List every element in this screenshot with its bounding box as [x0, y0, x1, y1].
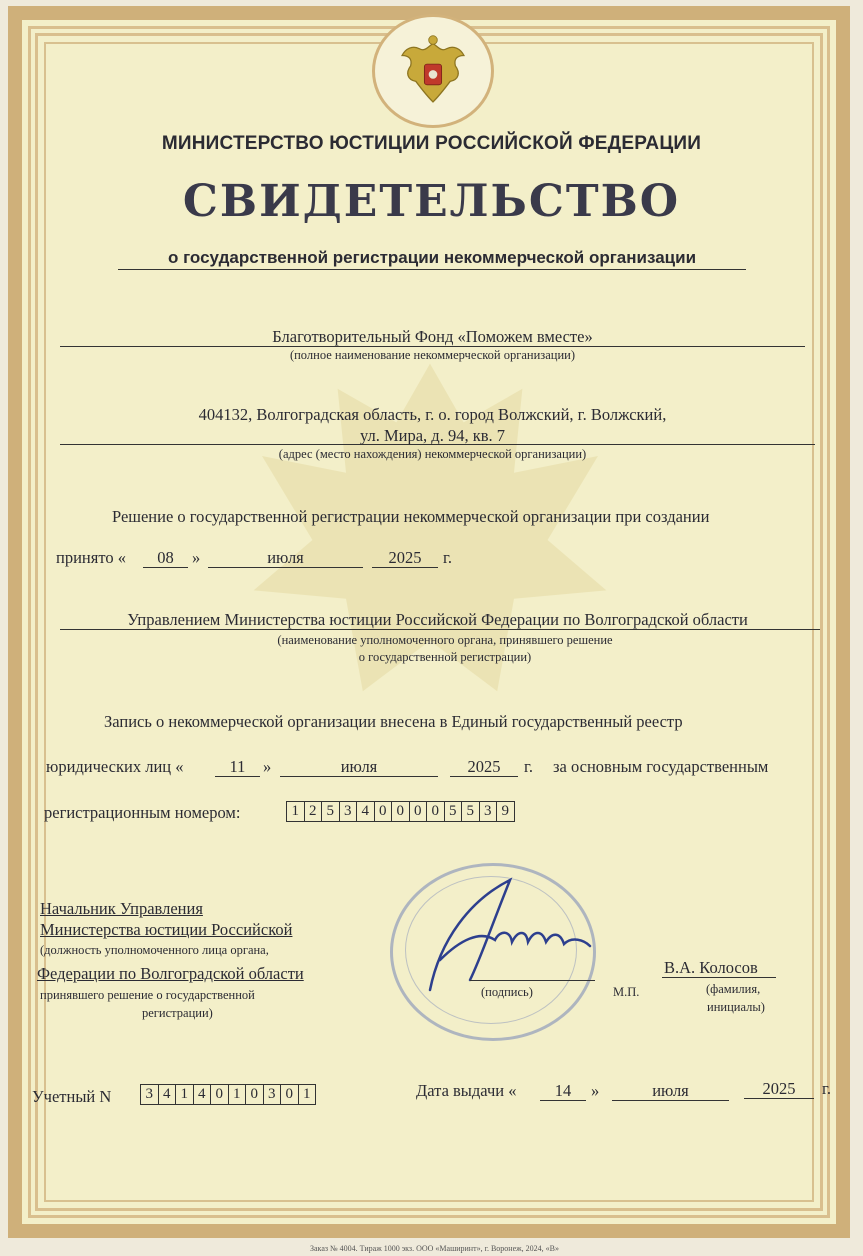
decision-day: 08 — [157, 548, 174, 567]
issue-day-line — [540, 1100, 586, 1101]
address-line — [60, 444, 815, 445]
organization-name-caption: (полное наименование некоммерческой организации) — [289, 348, 576, 362]
address-line-1: 404132, Волгоградская область, г. о. город Волжский, г. Волжский, — [198, 405, 667, 424]
printer-imprint: Заказ № 4004. Тираж 1000 экз. ООО «Маширинт», г. Воронеж, 2024, «В» — [310, 1244, 559, 1253]
issue-quote-close: » — [591, 1081, 600, 1100]
account-number-digit: 4 — [159, 1085, 177, 1104]
account-number-digit: 1 — [229, 1085, 247, 1104]
registration-number-digit: 3 — [340, 802, 358, 821]
account-number-digit: 4 — [194, 1085, 212, 1104]
issue-year: 2025 — [762, 1079, 796, 1098]
registration-number-digit: 0 — [410, 802, 428, 821]
registration-number-digit: 4 — [357, 802, 375, 821]
signature-caption: (подпись) — [481, 985, 533, 999]
registration-number-digit: 1 — [287, 802, 305, 821]
registry-day: 11 — [229, 757, 246, 776]
decision-prefix: принято « — [56, 548, 126, 567]
decision-quote-close: » — [192, 548, 201, 567]
account-number-digit: 3 — [141, 1085, 159, 1104]
registry-day-line — [215, 776, 260, 777]
registration-number-digit: 0 — [427, 802, 445, 821]
address-caption: (адрес (место нахождения) некоммерческой организации) — [278, 447, 587, 461]
position-caption-2: принявшего решение о государственной — [40, 988, 255, 1002]
seal-place-label: М.П. — [613, 985, 640, 999]
account-number-digit: 0 — [211, 1085, 229, 1104]
decision-year: 2025 — [388, 548, 422, 567]
signer-name-caption-1: (фамилия, — [706, 982, 761, 996]
ministry-heading: МИНИСТЕРСТВО ЮСТИЦИИ РОССИЙСКОЙ ФЕДЕРАЦИИ — [161, 133, 702, 154]
registry-year-suffix: г. — [524, 757, 534, 776]
issue-month: июля — [652, 1081, 689, 1100]
issue-year-line — [744, 1098, 814, 1099]
account-number — [140, 1084, 316, 1105]
registration-number-digit: 3 — [480, 802, 498, 821]
double-headed-eagle-icon — [390, 28, 476, 114]
account-number-digit: 0 — [281, 1085, 299, 1104]
authority-caption-2: о государственной регистрации) — [358, 650, 532, 664]
issue-date-prefix: Дата выдачи « — [416, 1081, 517, 1100]
position-caption-3: регистрации) — [142, 1006, 213, 1020]
organization-name: Благотворительный Фонд «Поможем вместе» — [272, 327, 593, 346]
signer-name-caption-2: инициалы) — [707, 1000, 765, 1014]
decision-month: июля — [267, 548, 304, 567]
registration-number-digit: 5 — [445, 802, 463, 821]
registry-quote-close: » — [263, 757, 272, 776]
position-line-2: Министерства юстиции Российской — [40, 920, 293, 939]
watermark-eagle-icon — [220, 330, 640, 750]
signer-name-line — [662, 977, 776, 978]
position-line-1: Начальник Управления — [40, 899, 203, 918]
certificate-title: СВИДЕТЕЛЬСТВО — [182, 176, 681, 227]
signer-name: В.А. Колосов — [664, 958, 758, 977]
issue-month-line — [612, 1100, 729, 1101]
issue-day: 14 — [554, 1081, 572, 1100]
account-number-label: Учетный N — [32, 1087, 112, 1106]
registry-year-line — [450, 776, 518, 777]
certificate-subtitle: о государственной регистрации некоммерческой организации — [118, 248, 746, 270]
registration-number-digit: 9 — [501, 803, 509, 819]
authority-caption-1: (наименование уполномоченного органа, принявшего решение — [277, 633, 613, 647]
account-number-digit: 1 — [303, 1086, 311, 1102]
address-line-2: ул. Мира, д. 94, кв. 7 — [359, 426, 506, 445]
decision-month-line — [208, 567, 363, 568]
organization-name-line — [60, 346, 805, 347]
decision-day-line — [143, 567, 188, 568]
registration-number-digit: 0 — [392, 802, 410, 821]
registry-tail: за основным государственным — [553, 757, 769, 776]
registry-text: Запись о некоммерческой организации внесена в Единый государственный реестр — [104, 712, 683, 731]
decision-year-suffix: г. — [443, 548, 453, 567]
authority-line — [60, 629, 820, 630]
decision-text: Решение о государственной регистрации некоммерческой организации при создании — [112, 507, 710, 526]
account-number-digit: 3 — [264, 1085, 282, 1104]
account-number-digit: 1 — [176, 1085, 194, 1104]
registry-month-line — [280, 776, 438, 777]
registry-prefix: юридических лиц « — [46, 757, 184, 776]
coat-of-arms-emblem — [372, 14, 494, 128]
authority-name: Управлением Министерства юстиции Российской Федерации по Волгоградской области — [127, 610, 748, 629]
registry-month: июля — [340, 757, 378, 776]
registration-number-digit: 5 — [462, 802, 480, 821]
issue-year-suffix: г. — [822, 1079, 832, 1098]
signature-line — [470, 980, 595, 981]
account-number-digit: 0 — [246, 1085, 264, 1104]
registration-number-digit: 5 — [322, 802, 340, 821]
registration-number-digit: 0 — [375, 802, 393, 821]
registry-number-label: регистрационным номером: — [44, 803, 241, 822]
registry-year: 2025 — [467, 757, 501, 776]
registration-number-digit: 2 — [305, 802, 323, 821]
registration-number — [286, 801, 515, 822]
position-line-3: Федерации по Волгоградской области — [37, 964, 304, 983]
position-caption-1: (должность уполномоченного лица органа, — [40, 943, 269, 957]
decision-year-line — [372, 567, 438, 568]
